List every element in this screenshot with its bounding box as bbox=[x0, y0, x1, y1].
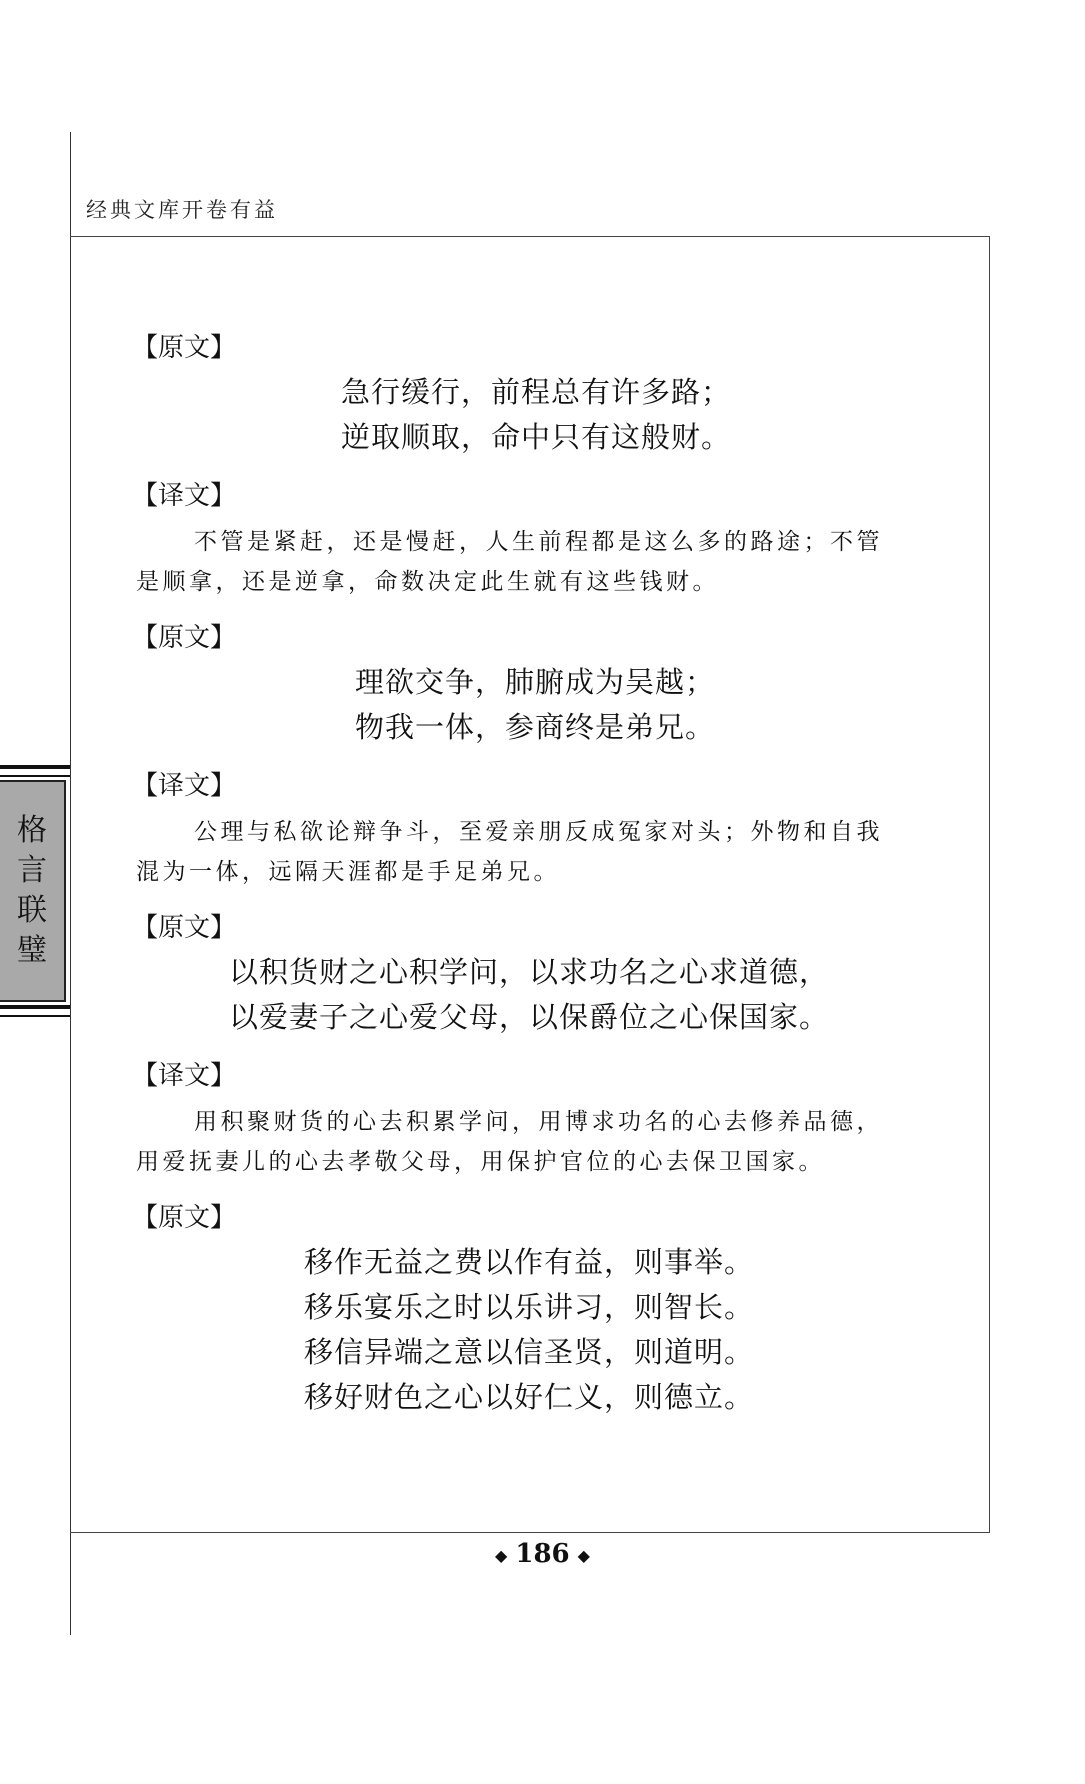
section-label: 【原文】 bbox=[132, 913, 237, 943]
side-tab bbox=[0, 780, 66, 1002]
original-verse bbox=[136, 660, 906, 750]
verse-line: 逆取顺取，命中只有这般财。 bbox=[341, 420, 732, 454]
translation-text: 公理与私欲论辩争斗，至爱亲朋反成冤家对头；外物和自我混为一体，远隔天涯都是手足弟兄。 bbox=[136, 819, 883, 885]
main-content bbox=[132, 330, 906, 1420]
side-tab-rule-top bbox=[0, 765, 70, 777]
running-header: 经典文库开卷有益 bbox=[86, 198, 278, 222]
verse-line: 物我一体，参商终是弟兄。 bbox=[355, 710, 716, 744]
diamond-icon: ◆ bbox=[495, 1545, 508, 1565]
diamond-icon: ◆ bbox=[577, 1545, 590, 1565]
translation-text: 不管是紧赶，还是慢赶，人生前程都是这么多的路途；不管是顺拿，还是逆拿，命数决定此生就有这些钱财。 bbox=[136, 529, 883, 595]
verse-line: 移好财色之心以好仁义，则德立。 bbox=[304, 1380, 755, 1414]
verse-line: 以积货财之心积学问，以求功名之心求道德， bbox=[229, 955, 830, 989]
verse-line: 移信异端之意以信圣贤，则道明。 bbox=[304, 1335, 755, 1369]
section-label: 【原文】 bbox=[132, 333, 237, 363]
side-tab-char: 璧 bbox=[17, 933, 47, 968]
side-tab-char: 格 bbox=[17, 813, 47, 848]
page-number bbox=[0, 1539, 1085, 1569]
verse-line: 急行缓行，前程总有许多路； bbox=[341, 375, 732, 409]
verse-line: 移乐宴乐之时以乐讲习，则智长。 bbox=[304, 1290, 755, 1324]
verse-line: 理欲交争，肺腑成为吴越； bbox=[355, 665, 716, 699]
side-tab-char: 联 bbox=[17, 893, 47, 928]
verse-line: 移作无益之费以作有益，则事举。 bbox=[304, 1245, 755, 1279]
translation-text: 用积聚财货的心去积累学问，用博求功名的心去修养品德，用爱抚妻儿的心去孝敬父母，用保护官位的心去保卫国家。 bbox=[136, 1109, 883, 1175]
original-verse bbox=[136, 1240, 906, 1420]
original-verse bbox=[136, 950, 906, 1040]
section-label: 【译文】 bbox=[132, 481, 237, 511]
original-verse bbox=[136, 370, 906, 460]
section-label: 【译文】 bbox=[132, 771, 237, 801]
side-tab-rule-bottom bbox=[0, 1005, 70, 1017]
verse-line: 以爱妻子之心爱父母，以保爵位之心保国家。 bbox=[229, 1000, 830, 1034]
section-label: 【译文】 bbox=[132, 1061, 237, 1091]
page-number-value: 186 bbox=[515, 1539, 570, 1569]
section-label: 【原文】 bbox=[132, 1203, 237, 1233]
side-tab-char: 言 bbox=[17, 853, 47, 888]
section-label: 【原文】 bbox=[132, 623, 237, 653]
